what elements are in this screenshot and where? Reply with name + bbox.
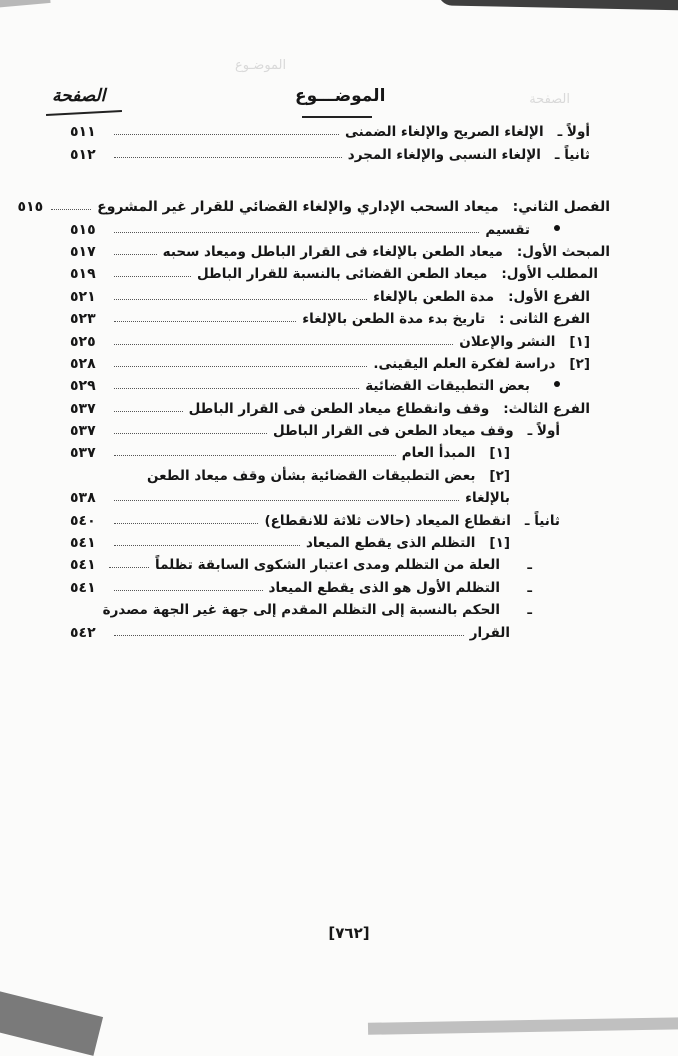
toc-entry-label xyxy=(306,535,510,551)
toc-entry-page-number: ٥٢٣ xyxy=(70,311,96,328)
dot-leader xyxy=(109,567,149,568)
toc-entry-label xyxy=(97,199,610,215)
toc-entry-title: بعض التطبيقات القضائية بشأن وقف ميعاد الطعن xyxy=(147,467,476,484)
dot-leader xyxy=(114,232,479,233)
toc-entry-label xyxy=(373,289,590,305)
toc-entry[interactable] xyxy=(70,118,610,140)
toc-entry-label xyxy=(155,557,532,573)
toc-entry-title: وقف ميعاد الطعن فى القرار الباطل xyxy=(272,423,514,440)
dot-leader xyxy=(114,254,157,255)
toc-entry-label xyxy=(485,222,560,238)
toc-entry-prefix: [١] xyxy=(489,535,510,552)
toc-entry-title: الإلغاء الصريح والإلغاء الضمنى xyxy=(345,124,544,141)
toc-entry-title: التظلم الأول هو الذى يقطع الميعاد xyxy=(268,579,500,596)
toc-entry[interactable] xyxy=(70,417,610,439)
table-of-contents xyxy=(17,118,610,641)
dot-leader xyxy=(114,366,367,367)
toc-entry[interactable] xyxy=(70,394,610,416)
dot-leader xyxy=(114,134,339,135)
toc-entry[interactable] xyxy=(70,305,610,327)
toc-entry-page-number: ٥٣٧ xyxy=(70,423,96,440)
toc-entry-page-number: ٥٢٨ xyxy=(70,355,96,372)
toc-entry-label xyxy=(348,147,590,163)
dot-leader xyxy=(51,209,91,210)
toc-entry-title: بعض التطبيقات القضائية xyxy=(365,378,530,395)
toc-entry-page-number: ٥٣٨ xyxy=(70,490,96,507)
toc-entry[interactable] xyxy=(70,439,610,461)
toc-entry-page-number: ٥١٥ xyxy=(17,199,44,216)
toc-entry-prefix: ـ xyxy=(527,579,532,596)
toc-entry-page-number: ٥٣٧ xyxy=(70,400,96,417)
toc-entry-label xyxy=(269,580,532,596)
toc-entry-page-number: ٥٢٩ xyxy=(70,378,96,395)
toc-entry[interactable] xyxy=(70,238,610,260)
toc-entry[interactable] xyxy=(17,193,610,216)
toc-entry-prefix: ـ xyxy=(527,602,532,619)
scan-edge-shadow-topleft xyxy=(0,0,51,9)
toc-entry-page-number: ٥١٩ xyxy=(70,266,96,283)
toc-entry-title: الإلغاء النسبى والإلغاء المجرد xyxy=(347,146,541,163)
toc-entry-page-number: ٥٢١ xyxy=(70,288,96,305)
dot-leader xyxy=(114,411,183,412)
toc-entry[interactable] xyxy=(70,573,610,595)
toc-entry[interactable] xyxy=(70,551,610,573)
toc-entry[interactable] xyxy=(70,327,610,349)
toc-entry-prefix: الفرع الثالث: xyxy=(503,400,590,417)
toc-entry[interactable] xyxy=(70,529,610,551)
toc-entry[interactable] xyxy=(70,282,610,304)
toc-entry-label xyxy=(345,124,590,140)
toc-entry-label xyxy=(373,356,590,372)
toc-entry-label xyxy=(103,602,532,618)
toc-entry-label xyxy=(163,244,610,260)
toc-entry-title: المبدأ العام xyxy=(401,445,476,462)
dot-leader xyxy=(114,299,367,300)
scan-edge-shadow-bottom-right xyxy=(368,1017,678,1035)
scan-edge-shadow-top xyxy=(438,0,678,11)
bullet-icon xyxy=(554,225,560,231)
toc-entry-title: ميعاد الطعن بالإلغاء فى القرار الباطل وميعاد سحبه xyxy=(162,243,503,260)
toc-entry[interactable] xyxy=(70,140,610,162)
toc-entry-prefix: الفرع الثانى : xyxy=(499,311,590,328)
toc-entry-page-number: ٥١٥ xyxy=(70,221,96,238)
toc-entry-page-number: ٥١٢ xyxy=(70,146,96,163)
toc-entry-label xyxy=(402,445,510,461)
toc-entry-label xyxy=(197,266,598,282)
dot-leader xyxy=(114,635,464,636)
dot-leader xyxy=(114,455,396,456)
toc-entry-prefix: [١] xyxy=(489,445,510,462)
dot-leader xyxy=(114,500,459,501)
toc-entry[interactable] xyxy=(70,618,610,640)
toc-entry-page-number: ٥١٧ xyxy=(70,243,96,260)
toc-entry-page-number: ٥١١ xyxy=(70,124,96,141)
toc-entry-title: مدة الطعن بالإلغاء xyxy=(373,288,495,305)
toc-entry-label xyxy=(459,334,590,350)
toc-entry-prefix: أولاً ـ xyxy=(557,124,590,141)
toc-entry-label xyxy=(365,378,560,394)
toc-entry-page-number: ٥٤١ xyxy=(70,535,96,552)
toc-entry-page-number: ٥٣٧ xyxy=(70,445,96,462)
toc-entry-prefix: الفرع الأول: xyxy=(508,288,590,305)
toc-entry-title: وقف وانقطاع ميعاد الطعن فى القرار الباطل xyxy=(188,400,490,417)
toc-entry-label xyxy=(273,423,560,439)
dot-leader xyxy=(114,157,342,158)
toc-entry-prefix: ـ xyxy=(527,557,532,574)
toc-entry-page-number: ٥٢٥ xyxy=(70,333,96,350)
toc-entry-prefix: ثانياً ـ xyxy=(554,146,590,163)
toc-entry-prefix: أولاً ـ xyxy=(527,423,560,440)
bullet-icon xyxy=(554,381,560,387)
toc-entry-title: انقطاع الميعاد (حالات ثلاثة للانقطاع) xyxy=(264,512,511,529)
bleed-through-header-2: الموضـوع xyxy=(235,58,287,73)
toc-entry-title: التظلم الذى يقطع الميعاد xyxy=(305,535,476,552)
toc-entry-title: القرار xyxy=(469,624,510,641)
toc-entry-page-number: ٥٤١ xyxy=(70,557,96,574)
page-footer xyxy=(0,924,678,942)
toc-entry-prefix: المطلب الأول: xyxy=(501,266,598,283)
toc-entry-page-number: ٥٤٢ xyxy=(70,624,96,641)
page-column-heading: الصفحة xyxy=(52,86,106,106)
toc-entry-title: الحكم بالنسبة إلى التظلم المقدم إلى جهة غير الجهة مصدرة xyxy=(102,602,500,619)
topic-column-heading: الموضـــوع xyxy=(295,86,386,106)
dot-leader xyxy=(114,388,359,389)
toc-entry-prefix: الفصل الثاني: xyxy=(512,199,610,216)
toc-entry-title: دراسة لفكرة العلم اليقينى. xyxy=(373,355,556,372)
toc-entry[interactable] xyxy=(70,350,610,372)
dot-leader xyxy=(114,523,258,524)
toc-entry-title: تقسيم xyxy=(485,221,530,238)
dot-leader xyxy=(114,433,267,434)
toc-entry-label xyxy=(302,311,590,327)
toc-entry-label xyxy=(147,468,510,484)
toc-entry-title: بالإلغاء xyxy=(465,490,510,507)
toc-entry[interactable] xyxy=(70,372,610,394)
toc-entry-title: ميعاد السحب الإداري والإلغاء القضائي للقرار غير المشروع xyxy=(97,199,499,216)
toc-entry-label xyxy=(465,490,510,506)
toc-entry-title: النشر والإعلان xyxy=(459,333,556,350)
toc-entry-label xyxy=(189,401,590,417)
toc-entry-prefix: [١] xyxy=(569,333,590,350)
toc-entry-title: ميعاد الطعن القضائى بالنسبة للقرار الباطل xyxy=(197,266,488,283)
dot-leader xyxy=(114,321,296,322)
toc-entry[interactable] xyxy=(70,506,610,528)
toc-entry[interactable] xyxy=(70,484,610,506)
dot-leader xyxy=(114,344,453,345)
toc-entry-page-number: ٥٤١ xyxy=(70,579,96,596)
toc-entry-label xyxy=(264,513,560,529)
toc-entry-prefix: [٢] xyxy=(569,355,590,372)
scan-edge-shadow-bottom-left xyxy=(0,988,103,1056)
toc-entry-prefix: ثانياً ـ xyxy=(524,512,560,529)
page-number: [٧٦٢] xyxy=(328,924,370,942)
dot-leader xyxy=(114,545,300,546)
toc-entry[interactable] xyxy=(70,215,610,237)
bleed-through-header: الصفحة xyxy=(529,92,570,107)
toc-entry[interactable] xyxy=(70,260,610,282)
dot-leader xyxy=(114,276,191,277)
toc-entry-label xyxy=(470,625,510,641)
page-heading-underline xyxy=(46,110,122,116)
toc-entry[interactable] xyxy=(70,596,610,618)
toc-entry[interactable] xyxy=(70,461,610,483)
toc-entry-title: العلة من التظلم ومدى اعتبار الشكوى السابقة تظلماً xyxy=(155,557,500,574)
toc-entry-title: تاريخ بدء مدة الطعن بالإلغاء xyxy=(302,311,486,328)
toc-entry-page-number: ٥٤٠ xyxy=(70,512,96,529)
toc-entry-prefix: المبحث الأول: xyxy=(516,243,610,260)
dot-leader xyxy=(114,590,263,591)
toc-entry-prefix: [٢] xyxy=(489,467,510,484)
